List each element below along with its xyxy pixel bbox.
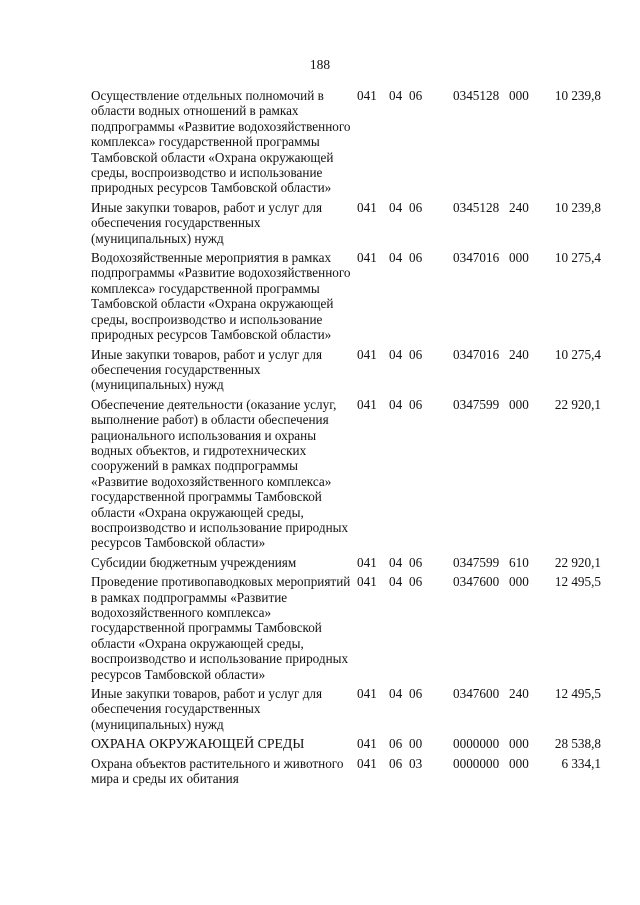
row-section-code: 04 (389, 199, 403, 215)
row-expense-type: 240 (509, 199, 529, 215)
row-ministry-code: 041 (357, 88, 377, 103)
row-subsection-code: 06 (409, 574, 423, 590)
row-expense-type: 610 (509, 554, 529, 570)
row-name: Водохозяйственные мероприятия в рамках подпрограммы «Развитие водохозяйственного комплекса» государственной программы Тамбовской области «Охрана окружающей среды, воспроизводство и использование природных ресурсов Тамбовской области» (91, 250, 351, 343)
row-amount: 22 920,1 (554, 554, 601, 570)
row-amount: 10 275,4 (554, 250, 601, 266)
row-amount: 28 538,8 (554, 736, 601, 752)
row-amount: 6 334,1 (561, 755, 601, 771)
row-section-code: 06 (389, 736, 403, 752)
table-row (91, 574, 601, 682)
table-row (91, 756, 601, 787)
row-name: Проведение противопаводковых мероприятий в рамках подпрограммы «Развитие водохозяйственного комплекса» государственной программы Тамбовской области «Охрана окружающей среды, воспроизводство и использование природных ресурсов Тамбовской области» (91, 574, 351, 682)
row-expense-type: 000 (509, 396, 529, 412)
row-name: Субсидии бюджетным учреждениям (91, 554, 297, 570)
row-subsection-code: 00 (409, 736, 423, 752)
row-subsection-code: 06 (409, 250, 423, 266)
row-target-code: 0000000 (453, 736, 500, 752)
row-target-code: 0000000 (453, 755, 500, 771)
row-ministry-code: 041 (357, 736, 377, 752)
row-target-code: 0345128 (453, 88, 500, 103)
row-expense-type: 240 (509, 346, 529, 362)
row-name: Осуществление отдельных полномочий в области водных отношений в рамках подпрограммы «Развитие водохозяйственного комплекса» государственной программы Тамбовской области «Охрана окружающей среды, воспроизводство и использование природных ресурсов Тамбовской области» (91, 88, 351, 196)
row-section-code: 04 (389, 574, 403, 590)
row-amount: 12 495,5 (554, 574, 601, 590)
row-ministry-code: 041 (357, 554, 377, 570)
budget-table (91, 88, 601, 790)
row-target-code: 0347016 (453, 346, 500, 362)
row-section-code: 04 (389, 554, 403, 570)
row-expense-type: 000 (509, 574, 529, 590)
row-target-code: 0347599 (453, 396, 500, 412)
row-ministry-code: 041 (357, 199, 377, 215)
row-name: Иные закупки товаров, работ и услуг для обеспечения государственных (муниципальных) нужд (91, 686, 323, 732)
row-amount: 10 239,8 (554, 199, 601, 215)
row-target-code: 0347599 (453, 554, 500, 570)
row-name: Охрана объектов растительного и животного мира и среды их обитания (91, 755, 344, 787)
row-target-code: 0347016 (453, 250, 500, 266)
table-row (91, 555, 601, 570)
row-subsection-code: 06 (409, 554, 423, 570)
row-name: Иные закупки товаров, работ и услуг для обеспечения государственных (муниципальных) нужд (91, 199, 323, 246)
row-target-code: 0347600 (453, 686, 500, 702)
table-row-section-heading (91, 736, 601, 751)
table-row (91, 200, 601, 246)
row-amount: 22 920,1 (554, 396, 601, 412)
row-ministry-code: 041 (357, 686, 377, 702)
row-subsection-code: 06 (409, 346, 423, 362)
row-amount: 10 239,8 (554, 88, 601, 103)
table-row (91, 686, 601, 732)
table-row (91, 250, 601, 342)
row-section-code: 04 (389, 346, 403, 362)
row-ministry-code: 041 (357, 396, 377, 412)
row-target-code: 0345128 (453, 199, 500, 215)
row-subsection-code: 06 (409, 686, 423, 702)
row-target-code: 0347600 (453, 574, 500, 590)
row-section-code: 04 (389, 396, 403, 412)
page-number: 188 (309, 57, 331, 72)
row-amount: 10 275,4 (554, 346, 601, 362)
row-section-code: 04 (389, 88, 403, 103)
row-expense-type: 000 (509, 88, 529, 103)
row-subsection-code: 03 (409, 755, 423, 771)
row-expense-type: 000 (509, 250, 529, 266)
table-row (91, 397, 601, 551)
row-subsection-code: 06 (409, 199, 423, 215)
row-ministry-code: 041 (357, 574, 377, 590)
row-section-code: 06 (389, 755, 403, 771)
row-subsection-code: 06 (409, 88, 423, 103)
row-amount: 12 495,5 (554, 686, 601, 702)
row-subsection-code: 06 (409, 396, 423, 412)
row-ministry-code: 041 (357, 755, 377, 771)
table-row (91, 347, 601, 393)
row-name: ОХРАНА ОКРУЖАЮЩЕЙ СРЕДЫ (91, 736, 305, 752)
row-ministry-code: 041 (357, 346, 377, 362)
row-expense-type: 000 (509, 736, 529, 752)
row-name: Обеспечение деятельности (оказание услуг, выполнение работ) в области обеспечения рационального использования и охраны водных объектов, и гидротехнических сооружений в рамках подпрограммы «Развитие водохозяйственного комплекса» государственной программы Тамбовской области «Охрана окружающей среды, воспроизводство и использование природных ресурсов Тамбовской области» (91, 396, 349, 551)
row-ministry-code: 041 (357, 250, 377, 266)
row-section-code: 04 (389, 250, 403, 266)
row-expense-type: 000 (509, 755, 529, 771)
row-section-code: 04 (389, 686, 403, 702)
row-expense-type: 240 (509, 686, 529, 702)
row-name: Иные закупки товаров, работ и услуг для обеспечения государственных (муниципальных) нужд (91, 346, 323, 393)
table-row (91, 88, 601, 196)
